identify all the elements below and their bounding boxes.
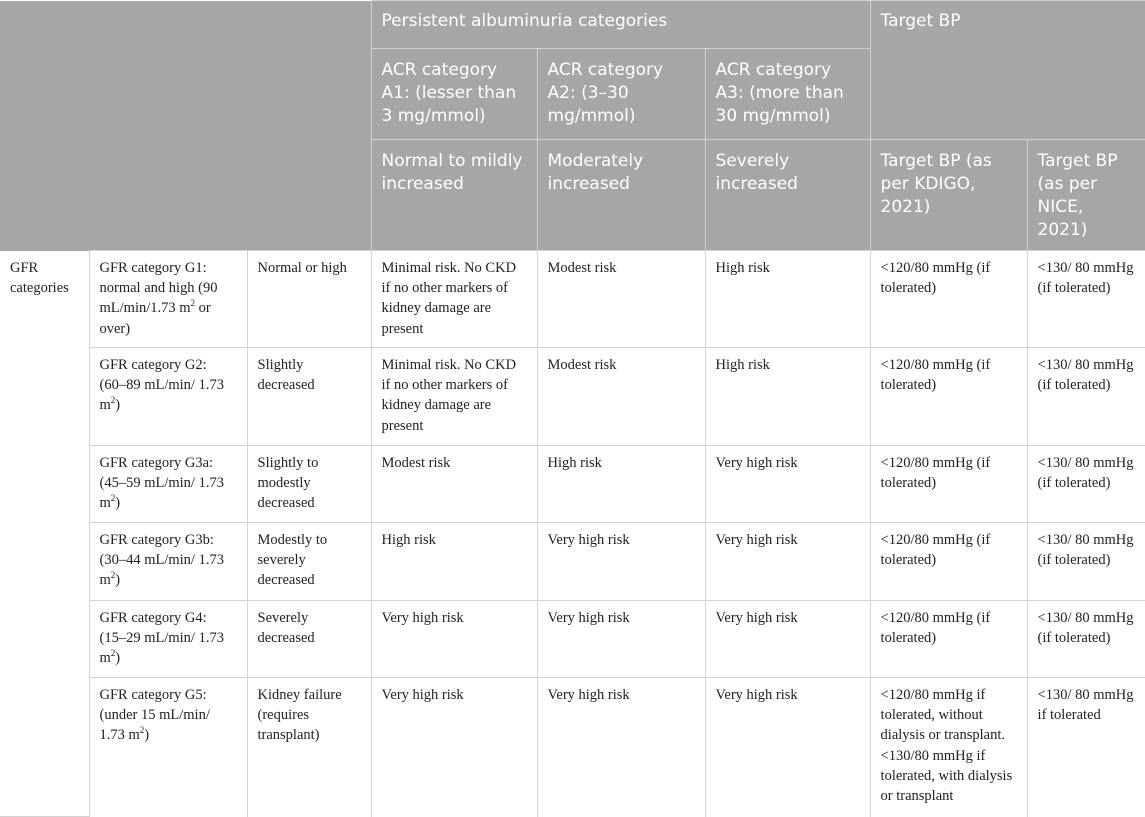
gfr-category-text: GFR category G3b: (30–44 mL/min/ 1.73 m xyxy=(99,532,224,589)
header-desc-a1: Normal to mildly increased xyxy=(371,140,537,251)
gfr-category-tail: ) xyxy=(115,572,121,589)
risk-a1-cell: Modest risk xyxy=(371,446,537,523)
risk-a1-cell: High risk xyxy=(371,523,537,601)
gfr-category-text: GFR category G1: normal and high (90 mL/min/1.73 m xyxy=(99,260,218,317)
gfr-category-sup: 2 xyxy=(139,724,145,735)
table-row xyxy=(0,348,1145,446)
risk-a2-cell: Very high risk xyxy=(537,678,705,817)
risk-a1-cell: Very high risk xyxy=(371,601,537,678)
risk-a2-cell: High risk xyxy=(537,446,705,523)
gfr-category-tail: ) xyxy=(115,650,121,667)
gfr-description-cell: Slightly to modestly decreased xyxy=(247,446,371,523)
risk-a3-cell: High risk xyxy=(705,251,870,348)
table-body xyxy=(0,251,1145,817)
table-row xyxy=(0,601,1145,678)
gfr-category-tail: ) xyxy=(115,495,121,512)
gfr-category-sup: 2 xyxy=(110,647,116,658)
gfr-category-text: GFR category G2: (60–89 mL/min/ 1.73 m xyxy=(99,357,224,414)
target-kdigo-cell: <120/80 mmHg (if tolerated) xyxy=(870,446,1027,523)
target-nice-cell: <130/ 80 mmHg if tolerated xyxy=(1027,678,1145,817)
table-header xyxy=(0,1,1145,251)
gfr-category-text: GFR category G3a: (45–59 mL/min/ 1.73 m xyxy=(99,455,224,512)
target-kdigo-cell: <120/80 mmHg (if tolerated) xyxy=(870,523,1027,601)
risk-a1-cell: Minimal risk. No CKD if no other markers of kidney damage are present xyxy=(371,251,537,348)
risk-a3-cell: Very high risk xyxy=(705,523,870,601)
gfr-category-tail: ) xyxy=(115,397,121,414)
target-nice-cell: <130/ 80 mmHg (if tolerated) xyxy=(1027,601,1145,678)
risk-a3-cell: High risk xyxy=(705,348,870,446)
header-acr-a1: ACR category A1: (lesser than 3 mg/mmol) xyxy=(371,49,537,140)
header-desc-a2: Moderately increased xyxy=(537,140,705,251)
gfr-category-sup: 2 xyxy=(110,394,116,405)
gfr-category-cell xyxy=(89,523,247,601)
header-blank-corner xyxy=(0,1,371,251)
gfr-description-cell: Severely decreased xyxy=(247,601,371,678)
gfr-category-cell xyxy=(89,348,247,446)
risk-a2-cell: Modest risk xyxy=(537,348,705,446)
target-kdigo-cell: <120/80 mmHg (if tolerated) xyxy=(870,601,1027,678)
risk-a3-cell: Very high risk xyxy=(705,446,870,523)
gfr-category-sup: 2 xyxy=(190,297,196,308)
target-nice-cell: <130/ 80 mmHg (if tolerated) xyxy=(1027,348,1145,446)
risk-a3-cell: Very high risk xyxy=(705,601,870,678)
risk-a1-cell: Minimal risk. No CKD if no other markers of kidney damage are present xyxy=(371,348,537,446)
gfr-category-tail: or over) xyxy=(99,300,211,337)
gfr-category-cell xyxy=(89,251,247,348)
gfr-description-cell: Modestly to severely decreased xyxy=(247,523,371,601)
gfr-category-sup: 2 xyxy=(110,492,116,503)
gfr-category-cell xyxy=(89,601,247,678)
table-row xyxy=(0,523,1145,601)
gfr-category-text: GFR category G5: (under 15 mL/min/ 1.73 m xyxy=(99,687,210,744)
target-nice-cell: <130/ 80 mmHg (if tolerated) xyxy=(1027,523,1145,601)
risk-a3-cell: Very high risk xyxy=(705,678,870,817)
header-acr-a3: ACR category A3: (more than 30 mg/mmol) xyxy=(705,49,870,140)
target-kdigo-cell: <120/80 mmHg (if tolerated) xyxy=(870,251,1027,348)
risk-a2-cell: Very high risk xyxy=(537,523,705,601)
risk-a2-cell: Modest risk xyxy=(537,251,705,348)
table-row xyxy=(0,251,1145,348)
target-nice-cell: <130/ 80 mmHg (if tolerated) xyxy=(1027,446,1145,523)
gfr-category-text: GFR category G4: (15–29 mL/min/ 1.73 m xyxy=(99,610,224,667)
gfr-category-sup: 2 xyxy=(110,569,116,580)
header-albuminuria-group: Persistent albuminuria categories xyxy=(371,1,870,49)
header-desc-a3: Severely increased xyxy=(705,140,870,251)
gfr-description-cell: Kidney failure (requires transplant) xyxy=(247,678,371,817)
gfr-category-tail: ) xyxy=(144,727,150,744)
target-kdigo-cell: <120/80 mmHg if tolerated, without dialysis or transplant. <130/80 mmHg if tolerated, with dialysis or transplant xyxy=(870,678,1027,817)
header-acr-a2: ACR category A2: (3–30 mg/mmol) xyxy=(537,49,705,140)
target-nice-cell: <130/ 80 mmHg (if tolerated) xyxy=(1027,251,1145,348)
gfr-category-cell xyxy=(89,446,247,523)
header-target-kdigo: Target BP (as per KDIGO, 2021) xyxy=(870,140,1027,251)
risk-a1-cell: Very high risk xyxy=(371,678,537,817)
target-kdigo-cell: <120/80 mmHg (if tolerated) xyxy=(870,348,1027,446)
table-row xyxy=(0,446,1145,523)
header-target-nice: Target BP (as per NICE, 2021) xyxy=(1027,140,1145,251)
gfr-categories-label: GFR categories xyxy=(0,251,89,817)
gfr-description-cell: Normal or high xyxy=(247,251,371,348)
gfr-description-cell: Slightly decreased xyxy=(247,348,371,446)
risk-a2-cell: Very high risk xyxy=(537,601,705,678)
header-target-bp-group: Target BP xyxy=(870,1,1145,140)
